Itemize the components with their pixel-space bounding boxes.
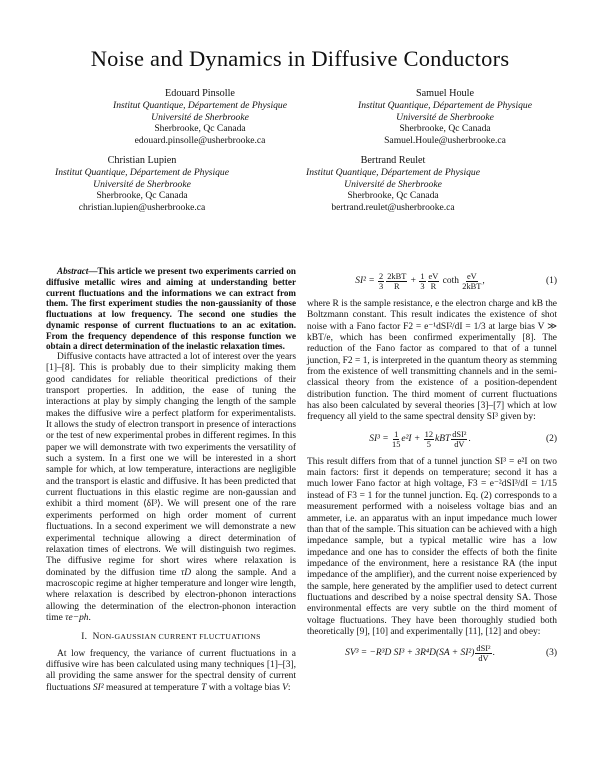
intro-text-end: .: [88, 612, 91, 623]
intro-text-2: . We will present one of the rare experiments performed on high order moment of current fluctuations. In a second experiment we will demonstrate a new experimental technique allowing a direct determination of relaxation times of electrons. We will distinguish two regimes. The diffusive regime for short wires where relaxation is dominated by the diffusion time: [46, 499, 296, 578]
voltage-symbol: V: [282, 682, 288, 693]
author-name: Samuel Houle: [415, 88, 474, 99]
si2-symbol: SI²: [92, 682, 104, 693]
eq3-end: .: [492, 648, 495, 659]
intro-paragraph: [46, 352, 296, 624]
eq2-number: (2): [545, 433, 557, 444]
author-email: bertrand.reulet@usherbrooke.ca: [331, 202, 455, 214]
equation-1: [307, 268, 557, 295]
author-university: Université de Sherbrooke: [151, 111, 249, 123]
abstract: [46, 266, 296, 352]
section-text-c: with a voltage bias: [206, 682, 283, 693]
section-text-b: measured at temperature: [103, 682, 202, 693]
eq2-mid2: kBT: [435, 433, 451, 444]
eq3-lhs: SV³ = −R³D SI³ + 3R⁴D(SA + SI²): [345, 648, 475, 659]
eq1-frac-num: 2: [379, 272, 384, 281]
author-affiliation: Institut Quantique, Département de Physique: [358, 99, 532, 111]
author-name: Christian Lupien: [107, 155, 177, 166]
eq3-number: (3): [545, 648, 557, 659]
author-location: Sherbrooke, Qc Canada: [96, 190, 188, 202]
equation-3: [307, 640, 557, 667]
eq1-frac-den: R: [393, 282, 400, 291]
eq3-frac-num: dSI²: [476, 644, 491, 654]
left-column: [46, 266, 296, 694]
author-affiliation: Institut Quantique, Département de Physique: [113, 99, 287, 111]
eq1-frac-den: 2kBT: [462, 282, 482, 291]
third-moment-symbol: ⟨δI³⟩: [142, 499, 161, 510]
author-location: Sherbrooke, Qc Canada: [347, 190, 439, 202]
author-email: edouard.pinsolle@usherbrooke.ca: [134, 135, 266, 147]
author-university: Université de Sherbrooke: [93, 178, 191, 190]
paragraph-after-eq2: This result differs from that of a tunnel junction SI³ = e²I on two main factors: first it depends on temperature; second it has a much lower Fano factor at high voltage, F3 = e⁻²dSI³/dI = 1/15 instead of F3 = 1 for the tunnel junction. Eq. (2) corresponds to a measurement performed with a noiseless voltage bias and an ammeter, i.e. an apparatus with an input impedance much lower than that of the sample. This situation can be achieved with a high impedance sample, but a typical metallic wire has a low impedance and one has to consider the effects of both the finite impedance of the environment, here a resistance RA (the input impedance of the amplifier), and the current noise experienced by the sample, here generated by the amplifier used to detect current fluctuations and described by a noise spectral density SA. Those environmental effects are very subtle on the third moment of voltage fluctuations. They have been thoroughly studied both theoretically [9], [10] and experimentally [11], [12] and obey:: [307, 456, 557, 637]
author-university: Université de Sherbrooke: [396, 111, 494, 123]
eq2-mid: e²I +: [401, 433, 421, 444]
section-text-d: :: [287, 682, 291, 693]
eq1-number: (1): [545, 275, 557, 286]
author-location: Sherbrooke, Qc Canada: [154, 123, 246, 135]
tau-eph-symbol: τe−ph: [65, 612, 89, 623]
eq1-frac-num: 2kBT: [387, 272, 407, 281]
paragraph-after-eq1: where R is the sample resistance, e the electron charge and kB the Boltzmann constant. This result indicates the existence of shot noise with a Fano factor F2 = e⁻¹dSI²/dI = 1/3 at large bias V ≫ kBT/e, which has been confirmed experimentally [8]. The reduction of the Fano factor as compared to that of a tunnel junction, F2 = 1, is interpreted in the quantum theory as stemming from the existence of well transmitting channels and in the semi-classical theory from the existence of a position-dependent distribution function. The third moment of current fluctuations has also been calculated by several theories [3]–[7] which at low frequency all yield to the same spectral density SI³ given by:: [307, 299, 557, 423]
author-block-1: [90, 88, 310, 147]
abstract-label: Abstract: [57, 266, 89, 276]
eq3-frac-den: dV: [478, 654, 489, 664]
section-numeral: I.: [81, 632, 88, 643]
eq1-end: ,: [482, 275, 485, 286]
eq2-frac-num: dSI²: [452, 429, 467, 439]
eq2-frac-num: 1: [394, 429, 399, 439]
author-email: christian.lupien@usherbrooke.ca: [78, 202, 206, 214]
eq2-end: .: [468, 433, 471, 444]
author-affiliation: Institut Quantique, Département de Physique: [306, 166, 480, 178]
eq1-frac-den: 3: [379, 282, 384, 291]
eq2-frac-den: dV: [454, 439, 465, 449]
eq2-frac-den: 15: [392, 439, 401, 449]
eq2-frac-den: 5: [426, 439, 431, 449]
author-name: Edouard Pinsolle: [165, 88, 235, 99]
eq1-frac-den: R: [430, 282, 437, 291]
author-block-2: [335, 88, 555, 147]
eq1-frac-num: eV: [466, 272, 477, 281]
eq1-lhs: SI² =: [355, 275, 375, 286]
section-text-a: At low frequency, the variance of current fluctuations in a diffusive wire has been calculated using many techniques [1]–[3], all providing the same answer for the spectral density of current fluctuations: [46, 648, 296, 693]
section-title-initial: N: [92, 632, 100, 643]
intro-text-3: along the sample. And a macroscopic regime at higher temperature and longer wire length, where relaxation is described by electron-phonon interactions allowing the determination of the electron-phonon interaction time: [46, 567, 296, 623]
author-email: Samuel.Houle@usherbrooke.ca: [384, 135, 506, 147]
paper-title: Noise and Dynamics in Diffusive Conductors: [90, 46, 510, 71]
abstract-text: —This article we present two experiments carried on diffusive metallic wires and aiming at understanding better current fluctuations and the informations we can extract from them. The first experiment studies the non-gaussianity of those fluctuations at low frequency. The second one studies the dynamic response of current fluctuations to an ac exitation. From the frequency dependence of this response function we obtain a direct determination of the inelastic relaxation times.: [46, 266, 296, 352]
equation-2: [307, 426, 557, 453]
eq2-frac-num: 12: [424, 429, 434, 439]
tau-d-symbol: τD: [180, 567, 192, 578]
right-column: [307, 266, 557, 671]
author-block-3: [32, 155, 252, 214]
section-paragraph: [46, 649, 296, 694]
eq2-lhs: SI³ =: [369, 433, 389, 444]
author-block-4: [283, 155, 503, 214]
eq1-coth: coth: [442, 275, 459, 286]
temperature-symbol: T: [201, 682, 207, 693]
author-affiliation: Institut Quantique, Département de Physique: [55, 166, 229, 178]
intro-text-1: Diffusive contacts have attracted a lot of interest over the years [1]–[8]. This is probably due to their simplicity making them good candidates for reliable theoritical predictions of their transport properties. In addition, the ease of tuning the interactions at play by simply changing the length of the sample makes the diffusive wire a perfect platform for experimentalists. It allows the study of electron transport in presence of interactions or the test of new experimental probes in different regimes. In this paper we will demonstrate with two experiments the versatility of such a system. In a first one we will be interested in a short sample for which, at low temperature, interactions are negligible and the transport is elastic and diffusive. It has been predicted that current fluctuations in this elastic regime are non-gaussian and exhibit a third moment: [46, 352, 297, 510]
section-title-rest: ON-GAUSSIAN CURRENT FLUCTUATIONS: [99, 632, 261, 642]
eq1-plus: +: [410, 275, 416, 286]
eq1-frac-den: 3: [420, 282, 425, 291]
eq1-frac-num: eV: [428, 272, 439, 281]
eq1-frac-num: 1: [420, 272, 425, 281]
author-name: Bertrand Reulet: [360, 155, 426, 166]
author-university: Université de Sherbrooke: [344, 178, 442, 190]
author-location: Sherbrooke, Qc Canada: [399, 123, 491, 135]
section-heading: [46, 631, 296, 643]
